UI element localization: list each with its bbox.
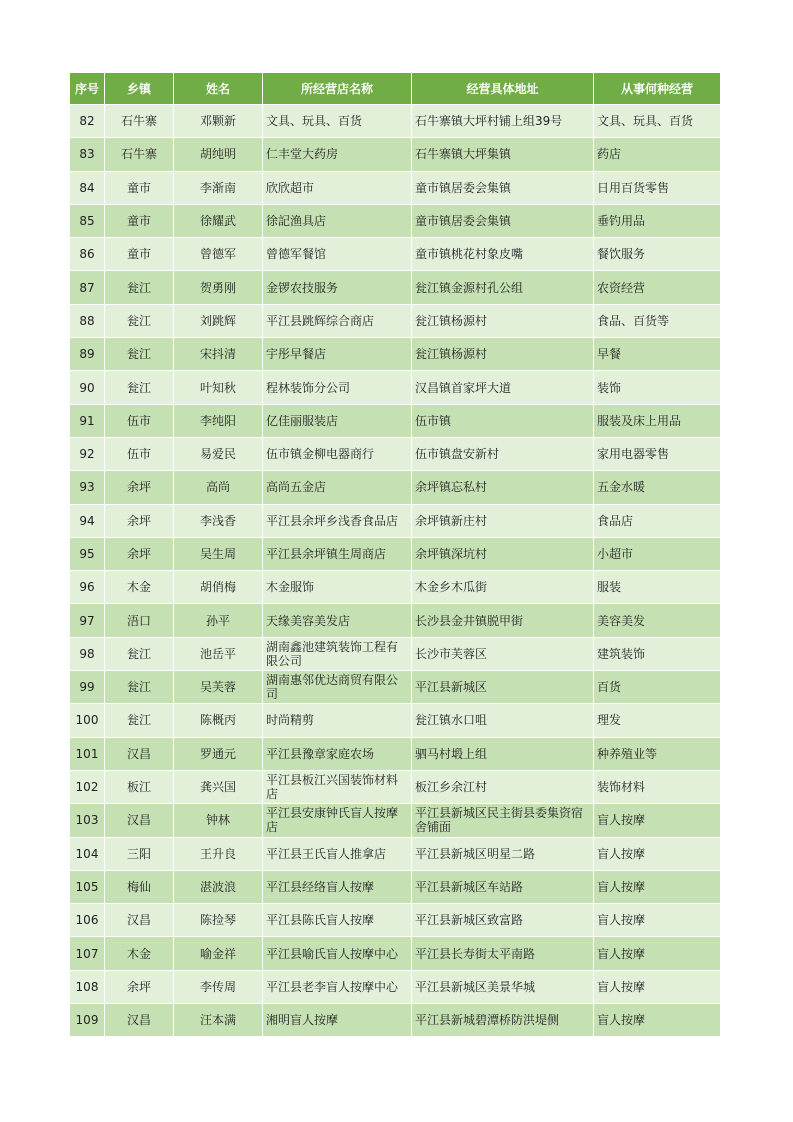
- cell-shop-name: 金锣农技服务: [263, 271, 412, 304]
- cell-address: 平江县新城碧潭桥防洪堤侧: [412, 1004, 594, 1037]
- cell-index: 102: [70, 770, 105, 803]
- table-row: [70, 937, 721, 970]
- table-row: [70, 437, 721, 470]
- cell-shop-name: 平江县经络盲人按摩: [263, 870, 412, 903]
- table-row: [70, 504, 721, 537]
- table-row: [70, 1004, 721, 1037]
- cell-township: 伍市: [105, 404, 174, 437]
- table-row: [70, 171, 721, 204]
- cell-name: 徐耀武: [174, 204, 263, 237]
- cell-address: 瓮江镇金源村孔公组: [412, 271, 594, 304]
- cell-township: 木金: [105, 571, 174, 604]
- cell-shop-name: 伍市镇金柳电器商行: [263, 437, 412, 470]
- cell-shop-name: 平江县安康钟氏盲人按摩店: [263, 804, 412, 837]
- cell-name: 罗通元: [174, 737, 263, 770]
- cell-name: 王升良: [174, 837, 263, 870]
- cell-business-type: 盲人按摩: [594, 870, 721, 903]
- cell-shop-name: 平江县豫章家庭农场: [263, 737, 412, 770]
- cell-name: 喻金祥: [174, 937, 263, 970]
- table-row: [70, 904, 721, 937]
- cell-township: 浯口: [105, 604, 174, 637]
- cell-address: 汉昌镇首家坪大道: [412, 371, 594, 404]
- cell-township: 石牛寨: [105, 105, 174, 138]
- cell-business-type: 装饰材料: [594, 770, 721, 803]
- cell-township: 余坪: [105, 970, 174, 1003]
- cell-shop-name: 程林装饰分公司: [263, 371, 412, 404]
- cell-address: 石牛寨镇大坪集镇: [412, 138, 594, 171]
- cell-shop-name: 仁丰堂大药房: [263, 138, 412, 171]
- cell-address: 板江乡余江村: [412, 770, 594, 803]
- cell-township: 余坪: [105, 504, 174, 537]
- cell-shop-name: 平江县跳辉综合商店: [263, 304, 412, 337]
- table-row: [70, 737, 721, 770]
- cell-address: 长沙市芙蓉区: [412, 637, 594, 670]
- cell-address: 驷马村塅上组: [412, 737, 594, 770]
- cell-name: 胡纯明: [174, 138, 263, 171]
- cell-township: 童市: [105, 171, 174, 204]
- cell-shop-name: 欣欣超市: [263, 171, 412, 204]
- cell-business-type: 盲人按摩: [594, 804, 721, 837]
- cell-township: 汉昌: [105, 804, 174, 837]
- cell-name: 曾德军: [174, 238, 263, 271]
- table-row: [70, 204, 721, 237]
- cell-address: 余坪镇新庄村: [412, 504, 594, 537]
- cell-index: 87: [70, 271, 105, 304]
- cell-shop-name: 湖南鑫池建筑装饰工程有限公司: [263, 637, 412, 670]
- cell-township: 汉昌: [105, 1004, 174, 1037]
- header-index: 序号: [70, 73, 105, 105]
- cell-township: 童市: [105, 238, 174, 271]
- table-row: [70, 138, 721, 171]
- cell-address: 瓮江镇杨源村: [412, 304, 594, 337]
- cell-address: 伍市镇盘安新村: [412, 437, 594, 470]
- cell-business-type: 服装: [594, 571, 721, 604]
- cell-index: 105: [70, 870, 105, 903]
- cell-shop-name: 曾德军餐馆: [263, 238, 412, 271]
- cell-township: 余坪: [105, 537, 174, 570]
- cell-name: 陈概丙: [174, 704, 263, 737]
- cell-township: 板江: [105, 770, 174, 803]
- table-row: [70, 671, 721, 704]
- cell-business-type: 盲人按摩: [594, 904, 721, 937]
- cell-index: 88: [70, 304, 105, 337]
- table-row: [70, 837, 721, 870]
- table-row: [70, 604, 721, 637]
- cell-name: 宋抖清: [174, 338, 263, 371]
- cell-shop-name: 木金服饰: [263, 571, 412, 604]
- cell-township: 伍市: [105, 437, 174, 470]
- cell-township: 瓮江: [105, 338, 174, 371]
- cell-index: 107: [70, 937, 105, 970]
- cell-index: 108: [70, 970, 105, 1003]
- cell-business-type: 垂钓用品: [594, 204, 721, 237]
- header-name: 姓名: [174, 73, 263, 105]
- table-row: [70, 704, 721, 737]
- cell-business-type: 装饰: [594, 371, 721, 404]
- cell-shop-name: 平江县陈氏盲人按摩: [263, 904, 412, 937]
- cell-township: 木金: [105, 937, 174, 970]
- cell-index: 92: [70, 437, 105, 470]
- cell-index: 86: [70, 238, 105, 271]
- cell-shop-name: 天缘美容美发店: [263, 604, 412, 637]
- cell-shop-name: 湖南惠邻优达商贸有限公司: [263, 671, 412, 704]
- cell-address: 瓮江镇杨源村: [412, 338, 594, 371]
- cell-name: 贺勇刚: [174, 271, 263, 304]
- cell-address: 平江县新城区致富路: [412, 904, 594, 937]
- cell-address: 长沙县金井镇脱甲街: [412, 604, 594, 637]
- header-shop-name: 所经营店名称: [263, 73, 412, 105]
- cell-shop-name: 徐記渔具店: [263, 204, 412, 237]
- cell-name: 李渐南: [174, 171, 263, 204]
- table-row: [70, 770, 721, 803]
- cell-index: 101: [70, 737, 105, 770]
- table-body: [70, 105, 721, 1037]
- cell-index: 96: [70, 571, 105, 604]
- table-row: [70, 338, 721, 371]
- table-row: [70, 571, 721, 604]
- cell-index: 93: [70, 471, 105, 504]
- table-row: [70, 637, 721, 670]
- header-address: 经营具体地址: [412, 73, 594, 105]
- cell-index: 85: [70, 204, 105, 237]
- cell-shop-name: 平江县余坪镇生周商店: [263, 537, 412, 570]
- business-roster-table: [69, 72, 721, 1037]
- cell-shop-name: 平江县王氏盲人推拿店: [263, 837, 412, 870]
- cell-name: 湛波浪: [174, 870, 263, 903]
- cell-index: 91: [70, 404, 105, 437]
- cell-index: 89: [70, 338, 105, 371]
- cell-index: 82: [70, 105, 105, 138]
- cell-address: 平江县新城区车站路: [412, 870, 594, 903]
- cell-business-type: 文具、玩具、百货: [594, 105, 721, 138]
- table-row: [70, 970, 721, 1003]
- table-row: [70, 537, 721, 570]
- cell-township: 瓮江: [105, 704, 174, 737]
- cell-index: 97: [70, 604, 105, 637]
- cell-index: 99: [70, 671, 105, 704]
- cell-business-type: 农资经营: [594, 271, 721, 304]
- cell-address: 余坪镇忘私村: [412, 471, 594, 504]
- table-row: [70, 870, 721, 903]
- cell-business-type: 百货: [594, 671, 721, 704]
- cell-shop-name: 平江县老李盲人按摩中心: [263, 970, 412, 1003]
- cell-business-type: 种养殖业等: [594, 737, 721, 770]
- table-row: [70, 404, 721, 437]
- cell-address: 平江县新城区: [412, 671, 594, 704]
- cell-business-type: 盲人按摩: [594, 937, 721, 970]
- cell-business-type: 家用电器零售: [594, 437, 721, 470]
- cell-address: 童市镇桃花村象皮嘴: [412, 238, 594, 271]
- cell-index: 84: [70, 171, 105, 204]
- table-row: [70, 371, 721, 404]
- cell-address: 余坪镇深坑村: [412, 537, 594, 570]
- cell-shop-name: 平江县余坪乡浅香食品店: [263, 504, 412, 537]
- table-row: [70, 238, 721, 271]
- cell-business-type: 服装及床上用品: [594, 404, 721, 437]
- table-row: [70, 471, 721, 504]
- header-business-type: 从事何种经营: [594, 73, 721, 105]
- cell-name: 高尚: [174, 471, 263, 504]
- cell-index: 106: [70, 904, 105, 937]
- cell-index: 100: [70, 704, 105, 737]
- cell-name: 叶知秋: [174, 371, 263, 404]
- cell-shop-name: 湘明盲人按摩: [263, 1004, 412, 1037]
- cell-address: 平江县长寿街太平南路: [412, 937, 594, 970]
- cell-shop-name: 平江县喻氏盲人按摩中心: [263, 937, 412, 970]
- cell-index: 98: [70, 637, 105, 670]
- cell-address: 童市镇居委会集镇: [412, 171, 594, 204]
- cell-name: 李纯阳: [174, 404, 263, 437]
- cell-township: 汉昌: [105, 904, 174, 937]
- cell-name: 吴生周: [174, 537, 263, 570]
- cell-address: 平江县新城区明星二路: [412, 837, 594, 870]
- cell-name: 钟林: [174, 804, 263, 837]
- cell-business-type: 盲人按摩: [594, 970, 721, 1003]
- cell-address: 伍市镇: [412, 404, 594, 437]
- cell-township: 余坪: [105, 471, 174, 504]
- table-row: [70, 804, 721, 837]
- cell-name: 孙平: [174, 604, 263, 637]
- cell-township: 汉昌: [105, 737, 174, 770]
- cell-business-type: 早餐: [594, 338, 721, 371]
- cell-shop-name: 时尚精剪: [263, 704, 412, 737]
- cell-address: 木金乡木瓜街: [412, 571, 594, 604]
- cell-township: 三阳: [105, 837, 174, 870]
- cell-township: 石牛寨: [105, 138, 174, 171]
- cell-business-type: 理发: [594, 704, 721, 737]
- cell-address: 瓮江镇水口咀: [412, 704, 594, 737]
- cell-business-type: 药店: [594, 138, 721, 171]
- cell-township: 瓮江: [105, 637, 174, 670]
- cell-township: 瓮江: [105, 371, 174, 404]
- cell-township: 童市: [105, 204, 174, 237]
- cell-name: 吴芙蓉: [174, 671, 263, 704]
- cell-shop-name: 平江县板江兴国装饰材料店: [263, 770, 412, 803]
- cell-index: 95: [70, 537, 105, 570]
- cell-shop-name: 文具、玩具、百货: [263, 105, 412, 138]
- cell-name: 龚兴国: [174, 770, 263, 803]
- cell-township: 梅仙: [105, 870, 174, 903]
- cell-name: 汪本满: [174, 1004, 263, 1037]
- cell-name: 李浅香: [174, 504, 263, 537]
- cell-business-type: 食品、百货等: [594, 304, 721, 337]
- cell-address: 平江县新城区民主街县委集资宿舍铺面: [412, 804, 594, 837]
- cell-index: 90: [70, 371, 105, 404]
- cell-name: 胡俏梅: [174, 571, 263, 604]
- cell-business-type: 小超市: [594, 537, 721, 570]
- cell-business-type: 盲人按摩: [594, 1004, 721, 1037]
- cell-shop-name: 宇彤早餐店: [263, 338, 412, 371]
- cell-business-type: 餐饮服务: [594, 238, 721, 271]
- header-township: 乡镇: [105, 73, 174, 105]
- cell-business-type: 日用百货零售: [594, 171, 721, 204]
- cell-name: 陈捡琴: [174, 904, 263, 937]
- cell-business-type: 盲人按摩: [594, 837, 721, 870]
- cell-index: 103: [70, 804, 105, 837]
- cell-township: 瓮江: [105, 304, 174, 337]
- cell-address: 平江县新城区美景华城: [412, 970, 594, 1003]
- cell-business-type: 建筑装饰: [594, 637, 721, 670]
- cell-business-type: 美容美发: [594, 604, 721, 637]
- cell-business-type: 食品店: [594, 504, 721, 537]
- cell-name: 邓颗新: [174, 105, 263, 138]
- cell-name: 池岳平: [174, 637, 263, 670]
- cell-name: 李传周: [174, 970, 263, 1003]
- cell-township: 瓮江: [105, 671, 174, 704]
- cell-name: 易爱民: [174, 437, 263, 470]
- cell-index: 104: [70, 837, 105, 870]
- cell-address: 童市镇居委会集镇: [412, 204, 594, 237]
- cell-township: 瓮江: [105, 271, 174, 304]
- cell-index: 109: [70, 1004, 105, 1037]
- table-row: [70, 105, 721, 138]
- cell-index: 94: [70, 504, 105, 537]
- table-header-row: [70, 73, 721, 105]
- cell-shop-name: 亿佳丽服装店: [263, 404, 412, 437]
- cell-address: 石牛寨镇大坪村铺上组39号: [412, 105, 594, 138]
- table-row: [70, 304, 721, 337]
- cell-index: 83: [70, 138, 105, 171]
- cell-name: 刘跳辉: [174, 304, 263, 337]
- cell-shop-name: 高尚五金店: [263, 471, 412, 504]
- table-row: [70, 271, 721, 304]
- cell-business-type: 五金水暖: [594, 471, 721, 504]
